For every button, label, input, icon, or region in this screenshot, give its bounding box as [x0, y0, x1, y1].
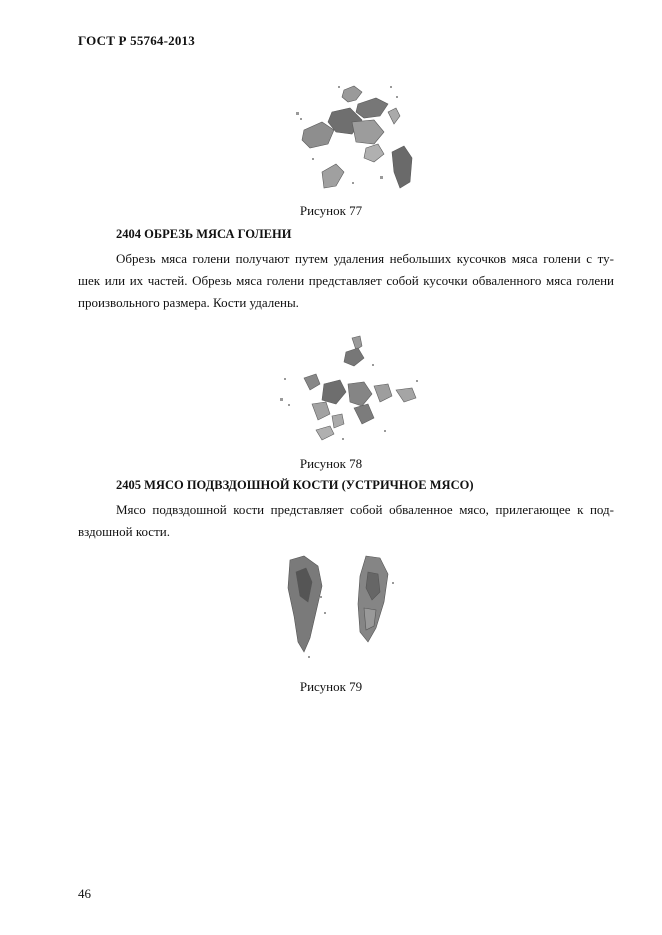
figure-79-caption: Рисунок 79 [299, 679, 363, 694]
section-2405-heading: 2405 МЯСО ПОДВЗДОШНОЙ КОСТИ (УСТРИЧНОЕ МЯСО) [116, 478, 474, 492]
paragraph-line: Мясо подвздошной кости представляет собой обваленное мясо, прилегающее к под- [116, 502, 614, 517]
section-2404-heading: 2404 ОБРЕЗЬ МЯСА ГОЛЕНИ [116, 227, 292, 241]
paragraph-line: Обрезь мяса голени получают путем удаления небольших кусочков мяса голени с ту- [116, 251, 614, 266]
figure-77-image [292, 82, 422, 197]
paragraph-line: шек или их частей. Обрезь мяса голени представляет собой кусочки обваленного мяса голени [78, 273, 614, 288]
section-2404-paragraph [78, 248, 614, 314]
page-number: 46 [78, 886, 91, 901]
section-2405-paragraph [78, 499, 614, 543]
figure-78-caption: Рисунок 78 [299, 456, 363, 471]
figure-77-caption: Рисунок 77 [299, 203, 363, 218]
document-code-header: ГОСТ Р 55764-2013 [78, 33, 195, 48]
figure-79-image [280, 552, 404, 662]
figure-78-image [276, 334, 424, 446]
paragraph-line: вздошной кости. [78, 524, 170, 539]
paragraph-line: произвольного размера. Кости удалены. [78, 295, 299, 310]
